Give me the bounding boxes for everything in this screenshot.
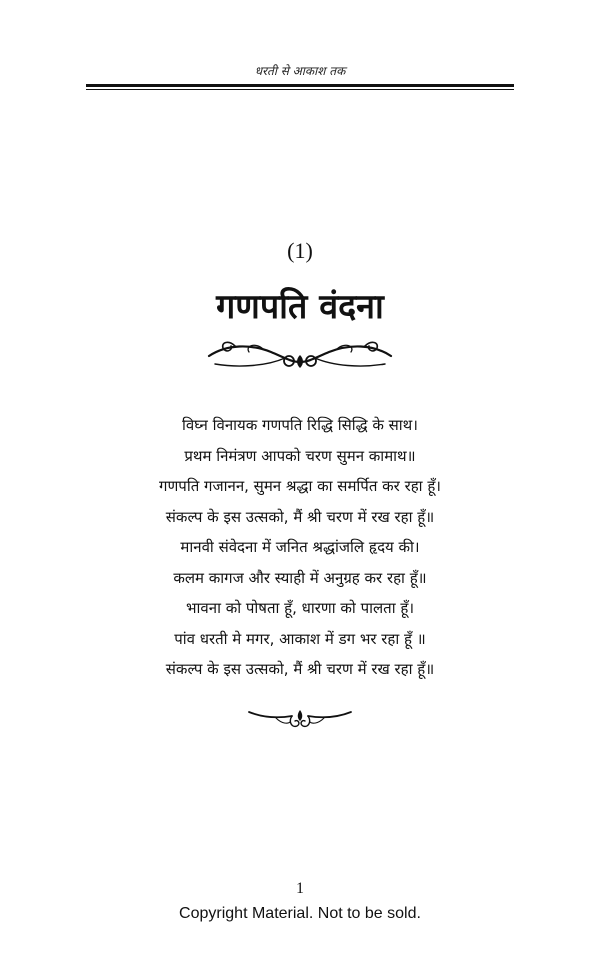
scroll-flourish-ornament: [205, 336, 395, 372]
poem-line: विघ्न विनायक गणपति रिद्धि सिद्धि के साथ।: [182, 416, 418, 434]
page-number: 1: [296, 880, 304, 897]
poem-line: मानवी संवेदना में जनित श्रद्धांजलि हृदय की।: [180, 538, 420, 556]
poem-line: संकल्प के इस उत्सको, मैं श्री चरण में रख रहा हूँ॥: [165, 660, 435, 678]
poem-line: प्रथम निमंत्रण आपको चरण सुमन कामाथ॥: [184, 446, 416, 465]
poem-line: गणपति गजानन, सुमन श्रद्धा का समर्पित कर रहा हूँ।: [159, 477, 441, 495]
poem-line: पांव धरती मे मगर, आकाश में डग भर रहा हूँ ॥: [174, 629, 426, 648]
header-rule-thin: [86, 89, 514, 90]
poem-text: [0, 410, 600, 685]
chapter-title: गणपति वंदना: [216, 287, 384, 327]
poem-line: संकल्प के इस उत्सको, मैं श्री चरण में रख रहा हूँ॥: [165, 507, 435, 526]
chapter-number: (1): [287, 238, 313, 263]
copyright-notice: Copyright Material. Not to be sold.: [179, 905, 421, 922]
header-rule-thick: [86, 84, 514, 87]
poem-line: भावना को पोषता हूँ, धारणा को पालता हूँ।: [185, 599, 415, 617]
poem-line: कलम कागज और स्याही में अनुग्रह कर रहा हूँ॥: [173, 568, 427, 587]
small-scroll-flourish-ornament: [246, 702, 354, 732]
running-header-title: धरती से आकाश तक: [254, 64, 346, 78]
